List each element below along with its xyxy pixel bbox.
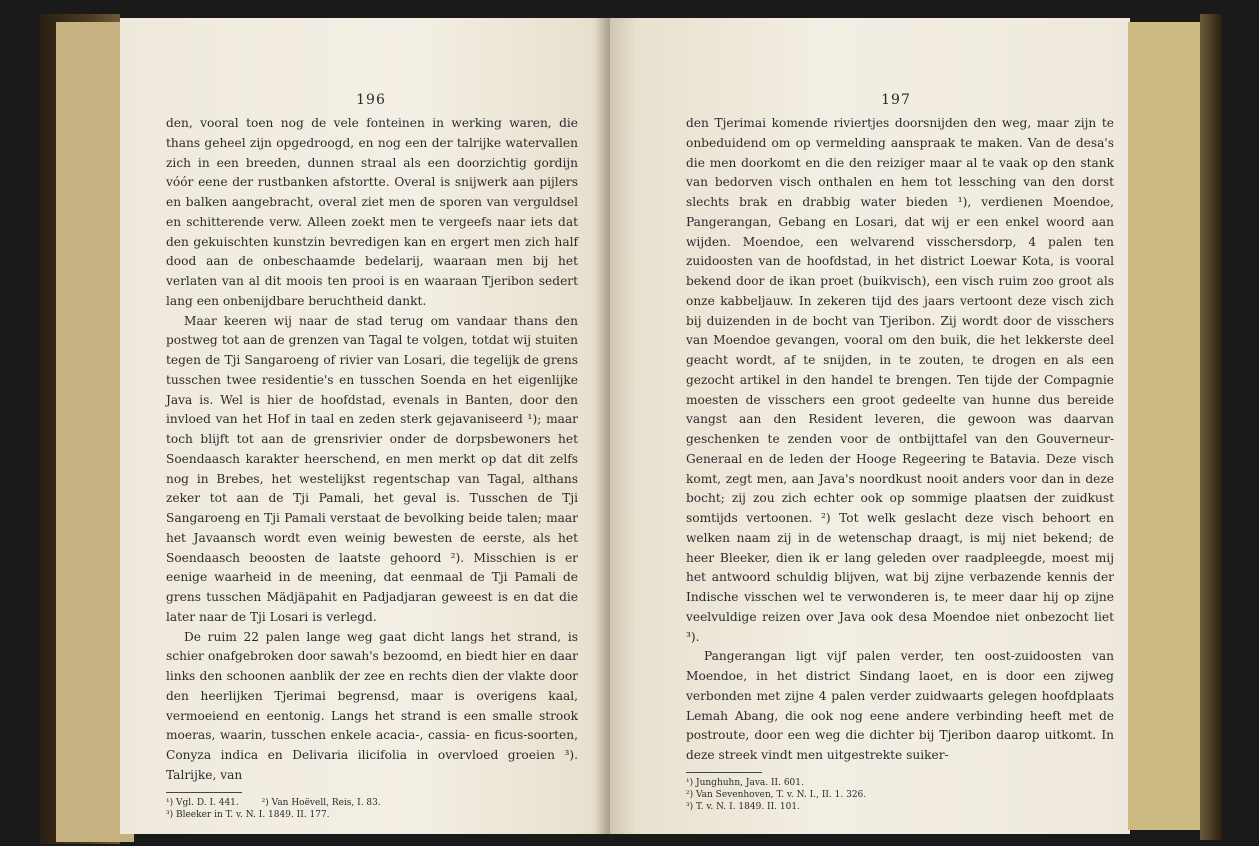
paragraph: De ruim 22 palen lange weg gaat dicht langs het strand, is schier onafgebroken door sawah's bezoomd, en biedt hier en daar links den schoonen aanblik der zee en rechts dien der vlakte door den heerlijken Tjerimai begrensd, maar is overigens kaal, vermoeiend en eentonig. Langs het strand is een smalle strook moeras, waarin, tusschen enkele acacia-, cassia- en ficus-soorten, Conyza indica en Delivaria ilicifolia in overvloed groeien ³). Talrijke, van bbox=[166, 629, 578, 782]
body-text bbox=[166, 114, 578, 786]
footnote-rule bbox=[166, 792, 242, 793]
footnote: ¹) Vgl. D. I. 441. ²) Van Hoëvell, Reis, I. 83. bbox=[166, 797, 381, 808]
book-cover-right bbox=[1200, 14, 1222, 840]
footnotes bbox=[166, 797, 610, 821]
footnote: ¹) Junghuhn, Java. II. 601. bbox=[686, 777, 804, 788]
paragraph: den, vooral toen nog de vele fonteinen in werking waren, die thans geheel zijn opgedroogd, en nog een der talrijke watervallen zich in een breeden, dunnen straal als een doorzichtig gordijn vóór eene der rustbanken afstortte. Overal is snijwerk aan pijlers en balken aangebracht, overal ziet men de sporen van verguldsel en schitterende verw. Alleen zoekt men te vergeefs naar iets dat den gekuischten kunstzin bevredigen kan en ergert men zich half dood aan de onbeschaamde bedelarij, waaraan men bij het verlaten van al dit moois ten prooi is en waaraan Tjeribon sedert lang een onbenijdbare beruchtheid dankt. bbox=[166, 116, 578, 308]
footnotes bbox=[686, 777, 1130, 813]
left-page bbox=[120, 18, 610, 834]
body-text bbox=[686, 114, 1114, 766]
footnote: ²) Van Sevenhoven, T. v. N. I., II. 1. 326. bbox=[686, 789, 867, 800]
page-edges-right bbox=[1128, 22, 1210, 830]
footnote: ³) Bleeker in T. v. N. I. 1849. II. 177. bbox=[166, 809, 330, 820]
paragraph: Maar keeren wij naar de stad terug om vandaar thans den postweg tot aan de grenzen van Tagal te volgen, totdat wij stuiten tegen de Tji Sangaroeng of rivier van Losari, die tegelijk de grens tusschen twee residentie's en tusschen Soenda en het eigenlijke Java is. Wel is hier de hoofdstad, evenals in Banten, door den invloed van het Hof in taal en zeden sterk gejavaniseerd ¹); maar toch blijft tot aan de grensrivier onder de dorpsbewoners het Soendaasch karakter heerschend, en men merkt op dat dit zelfs nog in Brebes, het westelijkst regentschap van Tagal, althans zeker tot aan de Tji Pamali, het geval is. Tusschen de Tji Sangaroeng en Tji Pamali verstaat de bevolking beide talen; maar het Javaansch wordt even weinig bewesten de eerste, als het Soendaasch beoosten de laatste gehoord ²). Misschien is er eenige waarheid in de meening, dat eenmaal de Tji Pamali de grens tusschen Mädjäpahit en Padjadjaran geweest is en dat die later naar de Tji Losari is verlegd. bbox=[166, 313, 578, 624]
page-number: 197 bbox=[881, 92, 911, 108]
right-page bbox=[610, 18, 1130, 834]
page-number: 196 bbox=[356, 92, 386, 108]
footnote-rule bbox=[686, 772, 762, 773]
footnote: ³) T. v. N. I. 1849. II. 101. bbox=[686, 801, 800, 812]
paragraph: Pangerangan ligt vijf palen verder, ten oost-zuidoosten van Moendoe, in het district Sindang laoet, en is door een zijweg verbonden met zijne 4 palen verder zuidwaarts gelegen hoofdplaats Lemah Abang, die ook nog eene andere verbinding heeft met de postroute, door een weg die dichter bij Tjeribon daarop uitkomt. In deze streek vindt men uitgestrekte suiker- bbox=[686, 649, 1114, 762]
paragraph: den Tjerimai komende riviertjes doorsnijden den weg, maar zijn te onbeduidend om op vermelding aanspraak te maken. Van de desa's die men doorkomt en die den reiziger maar al te vaak op den stank van bedorven visch onthalen en hem tot lessching van den dorst slechts brak en drabbig water bieden ¹), verdienen Moendoe, Pangerangan, Gebang en Losari, dat wij er een enkel woord aan wijden. Moendoe, een welvarend visschersdorp, 4 palen ten zuidoosten van de hoofdstad, in het district Loewar Kota, is vooral bekend door de ikan proet (buikvisch), een visch ruim zoo groot als onze kabbeljauw. In zekeren tijd des jaars vertoont deze visch zich bij duizenden in de bocht van Tjeribon. Zij wordt door de visschers van Moendoe gevangen, vooral om den buik, die het lekkerste deel geacht wordt, af te snijden, in te zouten, te drogen en als een gezocht artikel in den handel te brengen. Ten tijde der Compagnie moesten de visschers een groot gedeelte van hunne dus bereide vangst aan den Resident leveren, die gewoon was daarvan geschenken te zenden voor de ontbijttafel van den Gouverneur-Generaal en de leden der Hooge Regeering te Batavia. Deze visch komt, zegt men, aan Java's noordkust nooit anders voor dan in deze bocht; zij zou zich echter ook op sommige plaatsen der zuidkust somtijds vertoonen. ²) Tot welk geslacht deze visch behoort en welken naam zij in de wetenschap draagt, is mij niet bekend; de heer Bleeker, dien ik er lang geleden over raadpleegde, moest mij het antwoord schuldig blijven, wat bij zijne verbazende kennis der Indische visschen wel te verwonderen is, te meer daar hij op zijne veelvuldige reizen over Java ook desa Moendoe niet onbezocht liet ³). bbox=[686, 116, 1114, 644]
